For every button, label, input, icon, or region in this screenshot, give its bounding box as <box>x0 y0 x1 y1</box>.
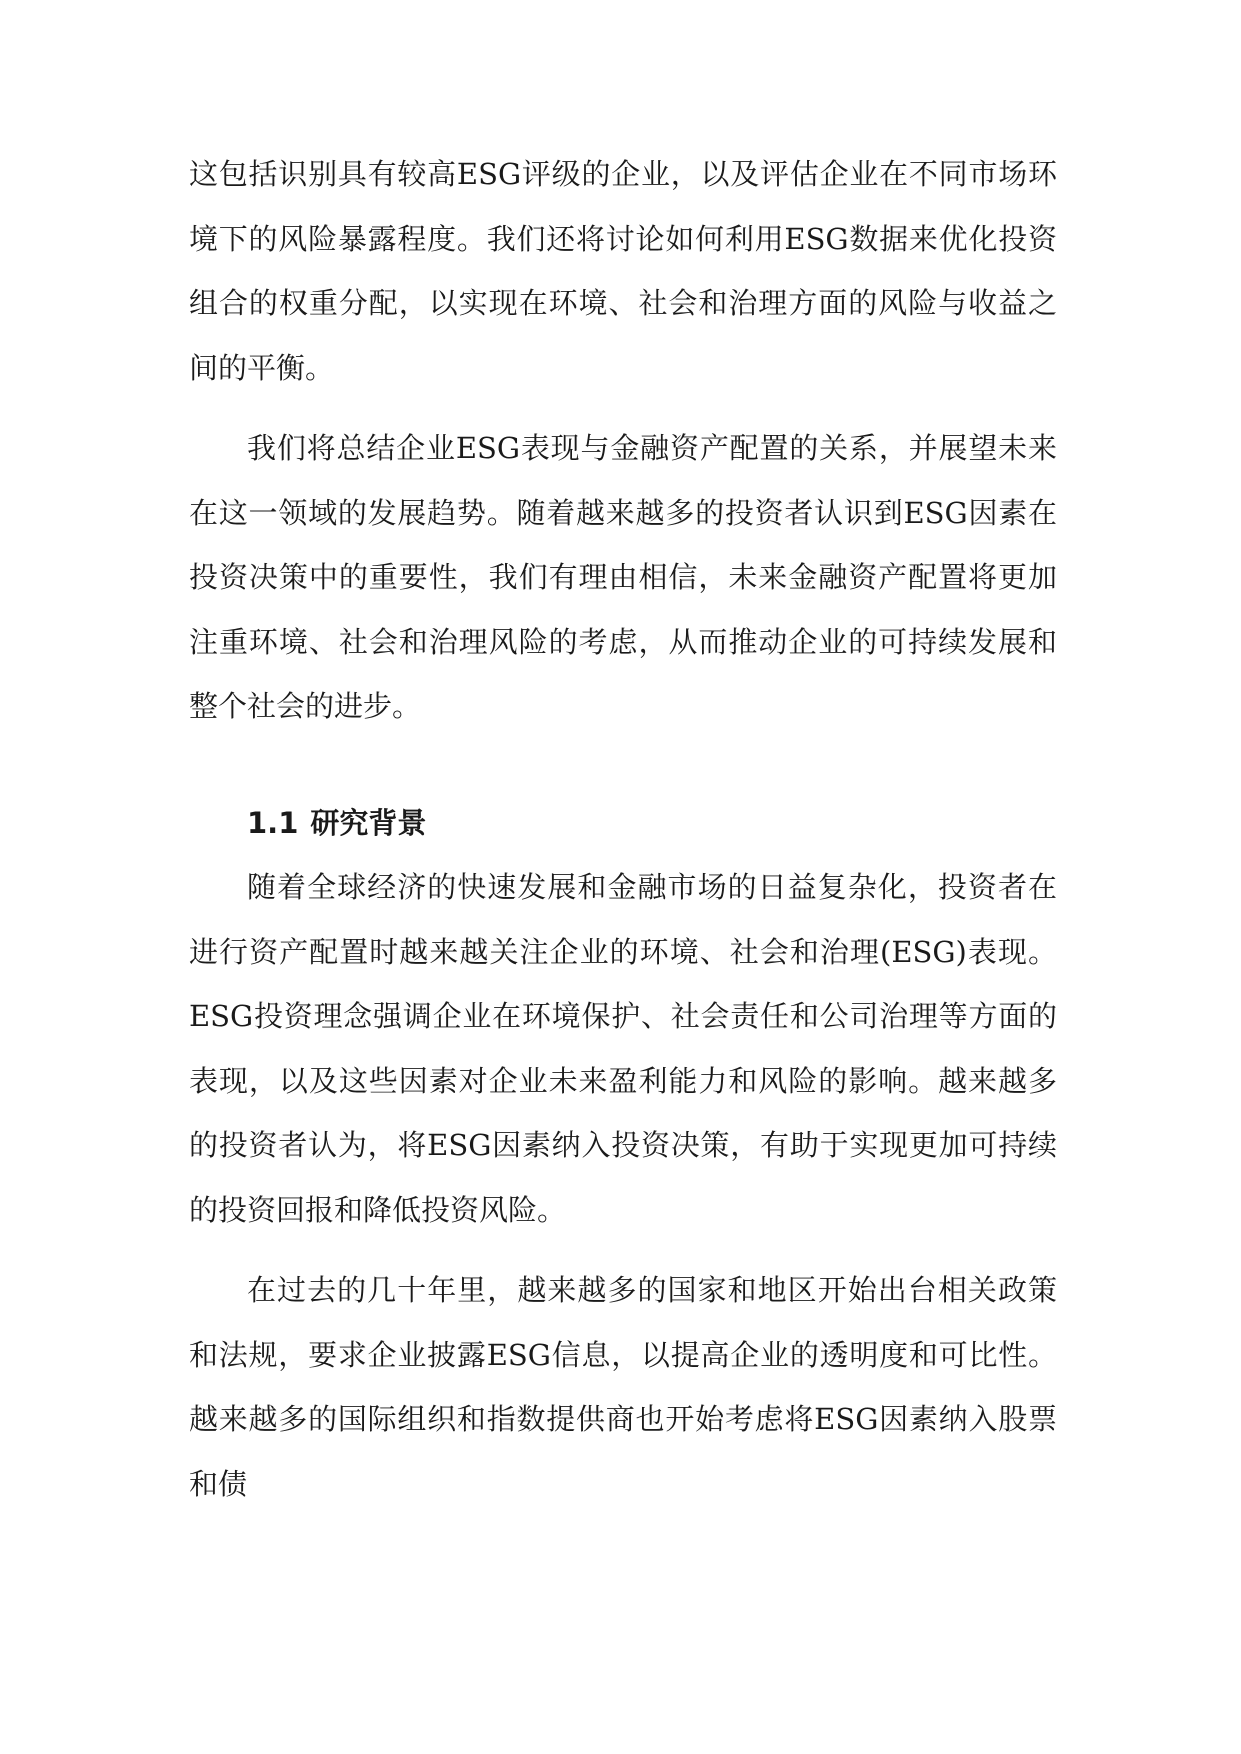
paragraph-1: 这包括识别具有较高ESG评级的企业，以及评估企业在不同市场环境下的风险暴露程度。我们还将讨论如何利用ESG数据来优化投资组合的权重分配，以实现在环境、社会和治理方面的风险与收益之间的平衡。 <box>189 157 1057 385</box>
section-number: 1.1 <box>247 805 299 840</box>
section-heading <box>189 791 1057 856</box>
paragraph-3: 随着全球经济的快速发展和金融市场的日益复杂化，投资者在进行资产配置时越来越关注企业的环境、社会和治理(ESG)表现。ESG投资理念强调企业在环境保护、社会责任和公司治理等方面的表现，以及这些因素对企业未来盈利能力和风险的影响。越来越多的投资者认为，将ESG因素纳入投资决策，有助于实现更加可持续的投资回报和降低投资风险。 <box>189 870 1057 1227</box>
page-body <box>189 142 1057 1532</box>
paragraph-2: 我们将总结企业ESG表现与金融资产配置的关系，并展望未来在这一领域的发展趋势。随着越来越多的投资者认识到ESG因素在投资决策中的重要性，我们有理由相信，未来金融资产配置将更加注重环境、社会和治理风险的考虑，从而推动企业的可持续发展和整个社会的进步。 <box>189 431 1057 723</box>
section-title: 研究背景 <box>310 805 427 840</box>
paragraph-4: 在过去的几十年里，越来越多的国家和地区开始出台相关政策和法规，要求企业披露ESG信息，以提高企业的透明度和可比性。越来越多的国际组织和指数提供商也开始考虑将ESG因素纳入股票和债 <box>189 1273 1057 1501</box>
